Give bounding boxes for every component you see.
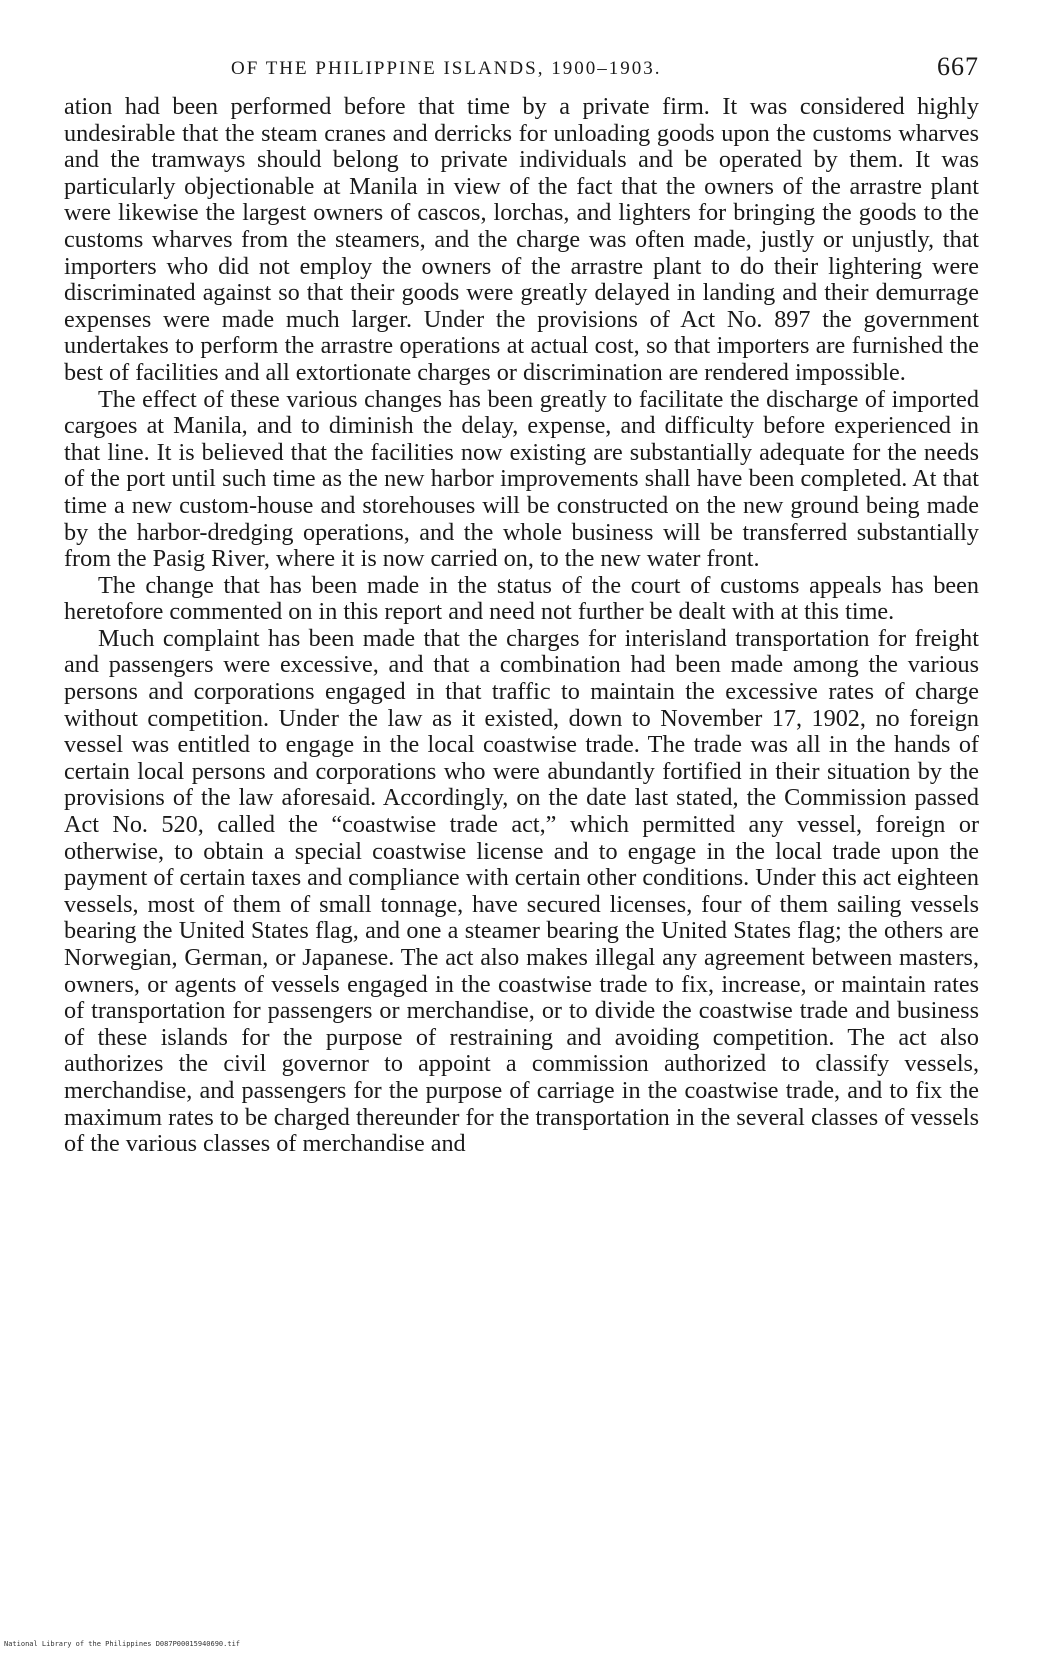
body-text <box>64 94 979 1158</box>
paragraph: The change that has been made in the status of the court of customs appeals has been heretofore commented on in this report and need not further be dealt with at this time. <box>64 571 979 626</box>
paragraph-continued: ation had been performed before that time by a private firm. It was considered highly undesirable that the steam cranes and derricks for unloading goods upon the customs wharves and the tramways should belong to private individuals and be operated by them. It was particularly objectionable at Manila in view of the fact that the owners of the arrastre plant were likewise the largest owners of cascos, lorchas, and lighters for bringing the goods to the customs wharves from the steamers, and the charge was often made, justly or unjustly, that importers who did not employ the owners of the arrastre plant to do their lightering were discriminated against so that their goods were greatly delayed in landing and their demurrage expenses were made much larger. Under the provisions of Act No. 897 the government undertakes to perform the arrastre operations at actual cost, so that importers are furnished the best of facilities and all extortionate charges or discrimination are rendered impossible. <box>64 93 979 386</box>
running-header <box>64 52 979 86</box>
running-title: OF THE PHILIPPINE ISLANDS, 1900–1903. <box>231 58 662 79</box>
scan-footer: National Library of the Philippines D087P00015940690.tif <box>4 1640 241 1648</box>
paragraph: The effect of these various changes has been greatly to facilitate the discharge of imported cargoes at Manila, and to diminish the delay, expense, and difficulty before experienced in that line. It is believed that the facilities now existing are substantially adequate for the needs of the port until such time as the new harbor improvements shall have been completed. At that time a new custom-house and storehouses will be constructed on the new ground being made by the harbor-dredging operations, and the whole business will be transferred substantially from the Pasig River, where it is now carried on, to the new water front. <box>64 385 979 573</box>
paragraph: Much complaint has been made that the charges for interisland transportation for freight and passengers were excessive, and that a combination had been made among the various persons and corporations engaged in that traffic to maintain the excessive rates of charge without competition. Under the law as it existed, down to November 17, 1902, no foreign vessel was entitled to engage in the local coastwise trade. The trade was all in the hands of certain local persons and corporations who were abundantly fortified in their situation by the provisions of the law aforesaid. Accordingly, on the date last stated, the Commission passed Act No. 520, called the “coastwise trade act,” which permitted any vessel, foreign or otherwise, to obtain a special coastwise license and to engage in the local trade upon the payment of certain taxes and compliance with certain other conditions. Under this act eighteen vessels, most of them of small tonnage, have secured licenses, four of them sailing vessels bearing the United States flag, and one a steamer bearing the United States flag; the others are Norwegian, German, or Japanese. The act also makes illegal any agreement between masters, owners, or agents of vessels engaged in the coastwise trade to fix, increase, or maintain rates of transportation for passengers or merchandise, or to divide the coastwise trade and business of these islands for the purpose of restraining and avoiding competition. The act also authorizes the civil governor to appoint a commission authorized to classify vessels, merchandise, and passengers for the purpose of carriage in the coastwise trade, and to fix the maximum rates to be charged thereunder for the transportation in the several classes of vessels of the various classes of merchandise and <box>64 624 979 1158</box>
document-page <box>64 52 979 1158</box>
page-number: 667 <box>937 52 979 81</box>
